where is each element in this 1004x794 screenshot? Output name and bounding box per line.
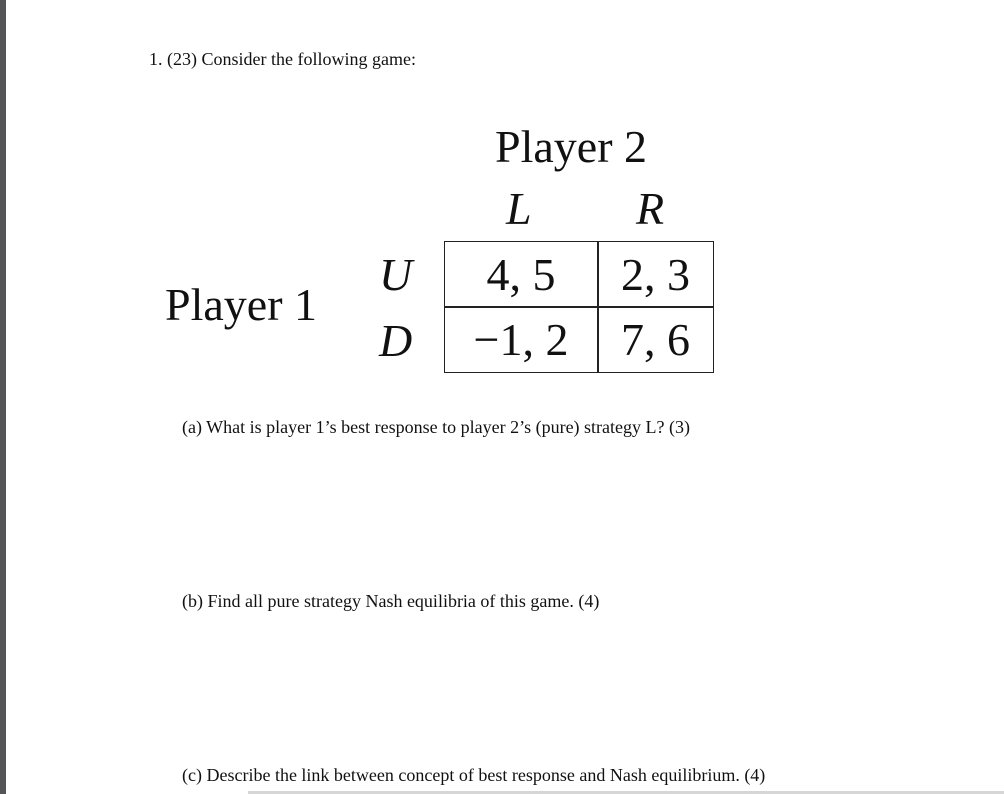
row-strategy-d: D xyxy=(379,315,413,366)
column-strategy-r: R xyxy=(636,183,665,234)
question-a: (a) What is player 1’s best response to player 2’s (pure) strategy L? (3) xyxy=(182,417,690,437)
player2-label: Player 2 xyxy=(495,121,648,172)
payoff-cell-d-r: 7, 6 xyxy=(621,314,690,365)
column-strategy-l: L xyxy=(506,183,532,234)
payoff-cell-d-l: −1, 2 xyxy=(473,314,569,365)
question-c: (c) Describe the link between concept of best response and Nash equilibrium. (4) xyxy=(182,765,766,785)
payoff-cell-u-r: 2, 3 xyxy=(621,249,690,300)
problem-intro: 1. (23) Consider the following game: xyxy=(149,49,416,69)
row-strategy-u: U xyxy=(379,249,413,300)
question-b: (b) Find all pure strategy Nash equilibria of this game. (4) xyxy=(182,591,600,611)
payoff-matrix xyxy=(444,241,714,373)
matrix-row-divider xyxy=(445,306,713,308)
payoff-cell-u-l: 4, 5 xyxy=(486,249,556,300)
player1-label: Player 1 xyxy=(165,279,318,330)
document-page xyxy=(6,0,1004,794)
